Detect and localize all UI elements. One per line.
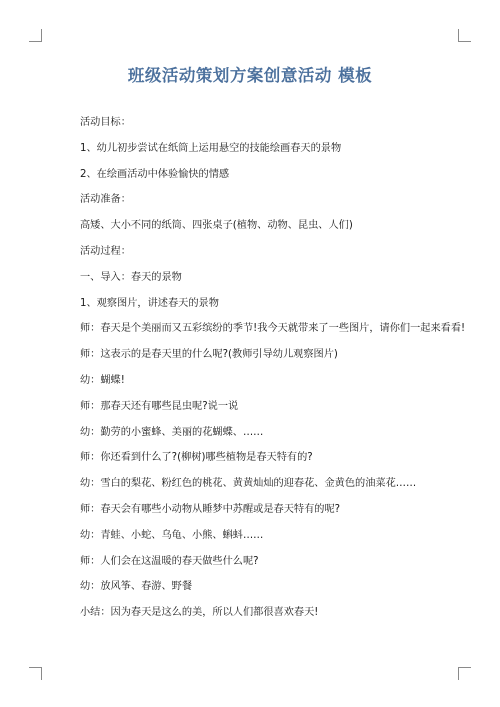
paragraph-dialogue: 师：这表示的是春天里的什么呢?(教师引导幼儿观察图片) [80, 349, 338, 361]
paragraph-dialogue: 师：你还看到什么了?(柳树)哪些植物是春天特有的? [80, 452, 313, 464]
paragraph-dialogue: 幼：青蛙、小蛇、乌龟、小熊、蝌蚪…… [80, 529, 264, 541]
paragraph-dialogue: 师：春天会有哪些小动物从睡梦中苏醒或是春天特有的呢? [80, 503, 341, 515]
paragraph-dialogue: 幼：雪白的梨花、粉红色的桃花、黄黄灿灿的迎春花、金黄色的油菜花…… [80, 478, 417, 490]
paragraph-summary: 小结：因为春天是这么的美，所以人们都很喜欢春天! [80, 607, 319, 619]
paragraph-dialogue: 幼：放风筝、春游、野餐 [80, 581, 193, 593]
paragraph-dialogue: 幼：蝴蝶! [80, 374, 125, 386]
paragraph-step-observe: 1、观察图片，讲述春天的景物 [80, 297, 219, 309]
document-body [33, 110, 467, 626]
crop-mark-top-right [458, 29, 471, 42]
crop-mark-bottom-left [29, 667, 42, 680]
paragraph-goal-heading: 活动目标： [80, 117, 131, 128]
paragraph-dialogue: 师：春天是个美丽而又五彩缤纷的季节!我今天就带来了一些图片，请你们一起来看看! [80, 323, 466, 335]
paragraph-dialogue: 师：人们会在这温暖的春天做些什么呢? [80, 555, 259, 567]
paragraph-preparation-items: 高矮、大小不同的纸筒、四张桌子(植物、动物、昆虫、人们) [80, 220, 353, 232]
paragraph-dialogue: 师：那春天还有哪些昆虫呢?说一说 [80, 400, 239, 412]
paragraph-preparation-heading: 活动准备： [80, 194, 131, 206]
paragraph-goal-2: 2、在绘画活动中体验愉快的情感 [80, 168, 230, 180]
crop-mark-bottom-right [458, 667, 471, 680]
document-title: 班级活动策划方案创意活动 模板 [127, 66, 373, 85]
paragraph-dialogue: 幼：勤劳的小蜜蜂、美丽的花蝴蝶、…… [80, 426, 264, 438]
paragraph-process-heading: 活动过程： [80, 245, 131, 257]
paragraph-goal-1: 1、幼儿初步尝试在纸筒上运用悬空的技能绘画春天的景物 [80, 142, 342, 154]
crop-mark-top-left [29, 29, 42, 42]
paragraph-section-intro: 一、导入：春天的景物 [80, 271, 182, 283]
